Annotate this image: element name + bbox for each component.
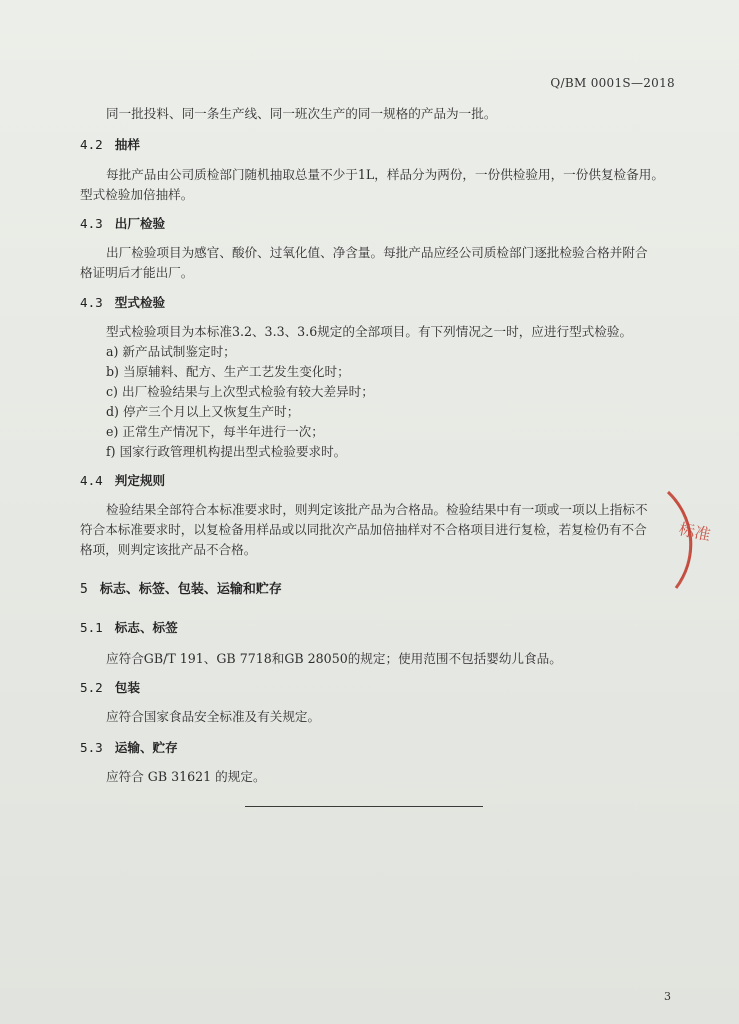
paragraph-line: 型式检验加倍抽样。 [80,187,194,202]
heading-title: 判定规则 [114,473,166,488]
heading-title: 出厂检验 [114,216,166,231]
heading-title: 标志、标签 [114,620,178,635]
stamp-text: 标准 [677,519,713,545]
list-item: a) 新产品试制鉴定时； [106,344,236,359]
heading-title: 包装 [114,680,140,695]
paragraph-line: 应符合 GB 31621 的规定。 [106,769,266,784]
heading-number: 5 [80,582,88,597]
end-rule [245,806,483,807]
paragraph-line: 每批产品由公司质检部门随机抽取总量不少于1L，样品分为两份，一份供检验用，一份供复检备用。 [106,167,664,182]
intro-line: 同一批投料、同一条生产线、同一班次生产的同一规格的产品为一批。 [106,106,497,121]
heading-number: 5.2 [80,680,103,695]
heading-number: 5.1 [80,620,103,635]
standard-code: Q/BM 0001S—2018 [550,76,675,90]
paragraph-line: 型式检验项目为本标准3.2、3.3、3.6规定的全部项目。有下列情况之一时，应进行型式检验。 [106,324,633,339]
heading-number: 4.2 [80,137,103,152]
heading-5-3 [80,737,178,756]
heading-4-3-release-inspection [80,213,165,232]
heading-4-4 [80,470,165,489]
paragraph-line: 检验结果全部符合本标准要求时，则判定该批产品为合格品。检验结果中有一项或一项以上指标不 [106,502,648,517]
paragraph-line: 格证明后才能出厂。 [80,265,194,280]
paragraph-line: 应符合国家食品安全标准及有关规定。 [106,709,321,724]
list-item: e) 正常生产情况下，每半年进行一次； [106,424,324,439]
heading-5 [80,578,282,597]
list-item: b) 当原辅料、配方、生产工艺发生变化时； [106,364,350,379]
paragraph-line: 格项，则判定该批产品不合格。 [80,542,257,557]
list-item: c) 出厂检验结果与上次型式检验有较大差异时； [106,384,374,399]
heading-5-2 [80,677,140,696]
heading-title: 型式检验 [114,295,166,310]
page-number: 3 [664,990,671,1003]
heading-title: 抽样 [114,137,140,152]
heading-5-1 [80,617,178,636]
paragraph-line: 符合本标准要求时，以复检备用样品或以同批次产品加倍抽样对不合格项目进行复检，若复检仍有不合 [80,522,647,537]
paragraph-line: 应符合GB/T 191、GB 7718和GB 28050的规定；使用范围不包括婴幼儿食品。 [106,651,562,666]
heading-number: 4.3 [80,295,103,310]
heading-4-2 [80,134,140,153]
red-seal-stamp [640,470,739,610]
heading-title: 运输、贮存 [114,740,178,755]
heading-title: 标志、标签、包装、运输和贮存 [99,582,282,597]
list-item: d) 停产三个月以上又恢复生产时； [106,404,300,419]
heading-4-3-type-inspection [80,292,165,311]
heading-number: 5.3 [80,740,103,755]
heading-number: 4.4 [80,473,103,488]
heading-number: 4.3 [80,216,103,231]
paragraph-line: 出厂检验项目为感官、酸价、过氧化值、净含量。每批产品应经公司质检部门逐批检验合格并附合 [106,245,648,260]
list-item: f) 国家行政管理机构提出型式检验要求时。 [106,444,347,459]
